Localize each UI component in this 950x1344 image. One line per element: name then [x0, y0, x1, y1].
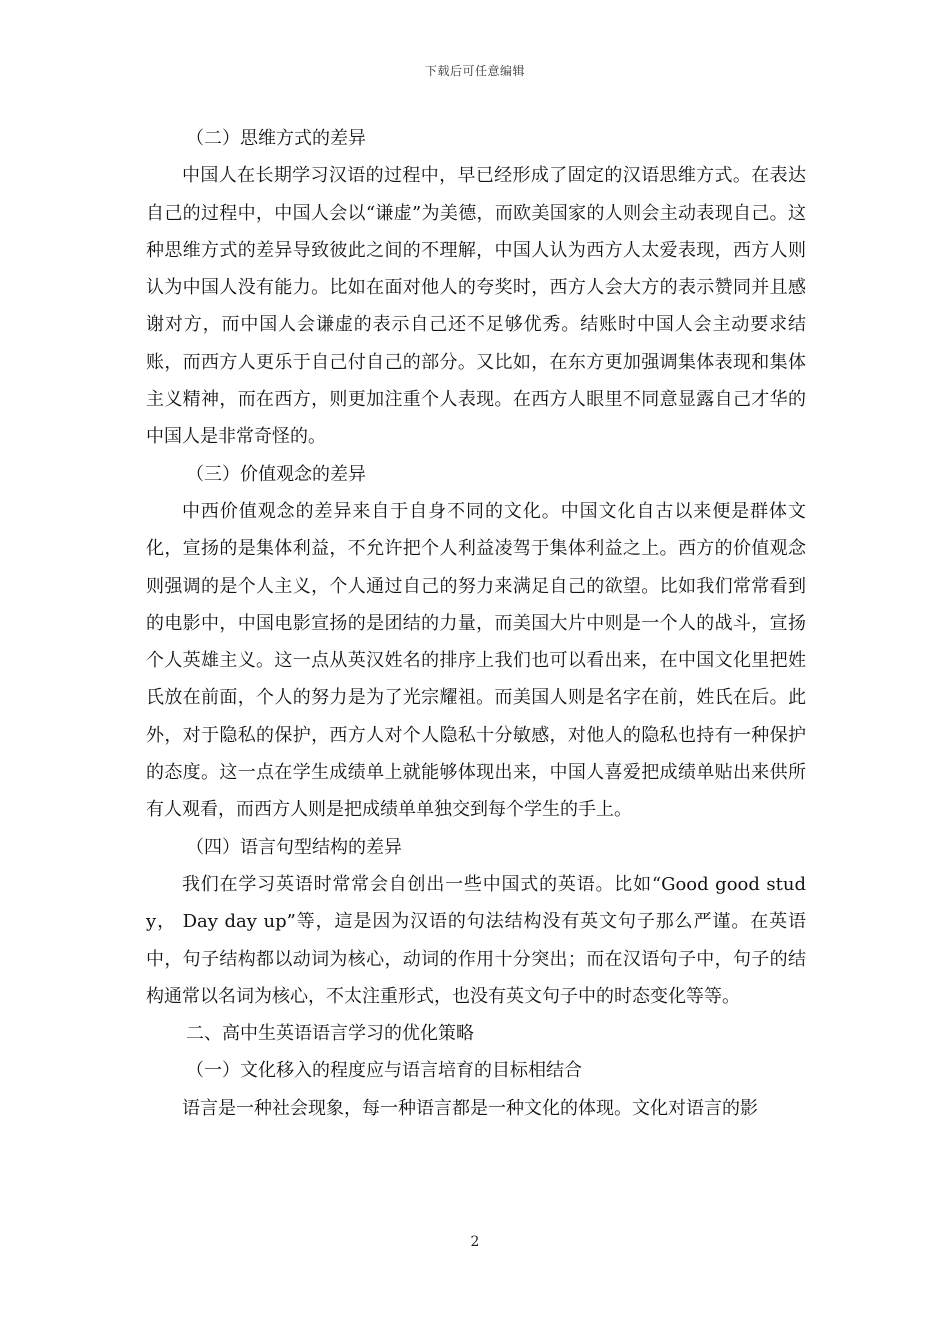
page-header: 下载后可任意编辑 — [424, 64, 525, 78]
section-heading-sentence-structure: （四）语言句型结构的差异 — [186, 836, 402, 858]
page-number: 2 — [470, 1234, 480, 1250]
section-paragraph-sentence-structure: 我们在学习英语时常常会自创出一些中国式的英语。比如“Good good study， Day day up”等，這是因为汉语的句法结构没有英文句子那么严谨。在英语中，句子结构都以动词为核心，动词的作用十分突出；而在汉语句子中，句子的结构通常以名词为核心，不太注重形式，也没有英文句子中的时态变化等等。 — [146, 873, 806, 1007]
section-paragraph-thinking: 中国人在长期学习汉语的过程中，早已经形成了固定的汉语思维方式。在表达自己的过程中，中国人会以“谦虚”为美德，而欧美国家的人则会主动表现自己。这种思维方式的差异导致彼此之间的不理解，中国人认为西方人太爱表现，西方人则认为中国人没有能力。比如在面对他人的夸奖时，西方人会大方的表示赞同并且感谢对方，而中国人会谦虚的表示自己还不足够优秀。结账时中国人会主动要求结账，而西方人更乐于自己付自己的部分。又比如，在东方更加强调集体表现和集体主义精神，而在西方，则更加注重个人表现。在西方人眼里不同意显露自己才华的中国人是非常奇怪的。 — [146, 165, 806, 448]
part-two-subheading: （一）文化移入的程度应与语言培育的目标相结合 — [186, 1060, 582, 1082]
part-two-heading: 二、高中生英语语言学习的优化策略 — [186, 1023, 474, 1045]
part-two-paragraph: 语言是一种社会现象，每一种语言都是一种文化的体现。文化对语言的影 — [182, 1097, 758, 1119]
document-body — [146, 120, 806, 1127]
section-heading-values: （三）价值观念的差异 — [186, 463, 366, 485]
section-heading-thinking: （二）思维方式的差异 — [186, 128, 366, 149]
section-paragraph-values: 中西价值观念的差异来自于自身不同的文化。中国文化自古以来便是群体文化，宣扬的是集体利益，不允许把个人利益凌驾于集体利益之上。西方的价值观念则强调的是个人主义，个人通过自己的努力来满足自己的欲望。比如我们常常看到的电影中，中国电影宣扬的是团结的力量，而美国大片中则是一个人的战斗，宣扬个人英雄主义。这一点从英汉姓名的排序上我们也可以看出来，在中国文化里把姓氏放在前面，个人的努力是为了光宗耀祖。而美国人则是名字在前，姓氏在后。此外，对于隐私的保护，西方人对个人隐私十分敏感，对他人的隐私也持有一种保护的态度。这一点在学生成绩单上就能够体现出来，中国人喜爱把成绩单贴出来供所有人观看，而西方人则是把成绩单单独交到每个学生的手上。 — [146, 500, 806, 821]
